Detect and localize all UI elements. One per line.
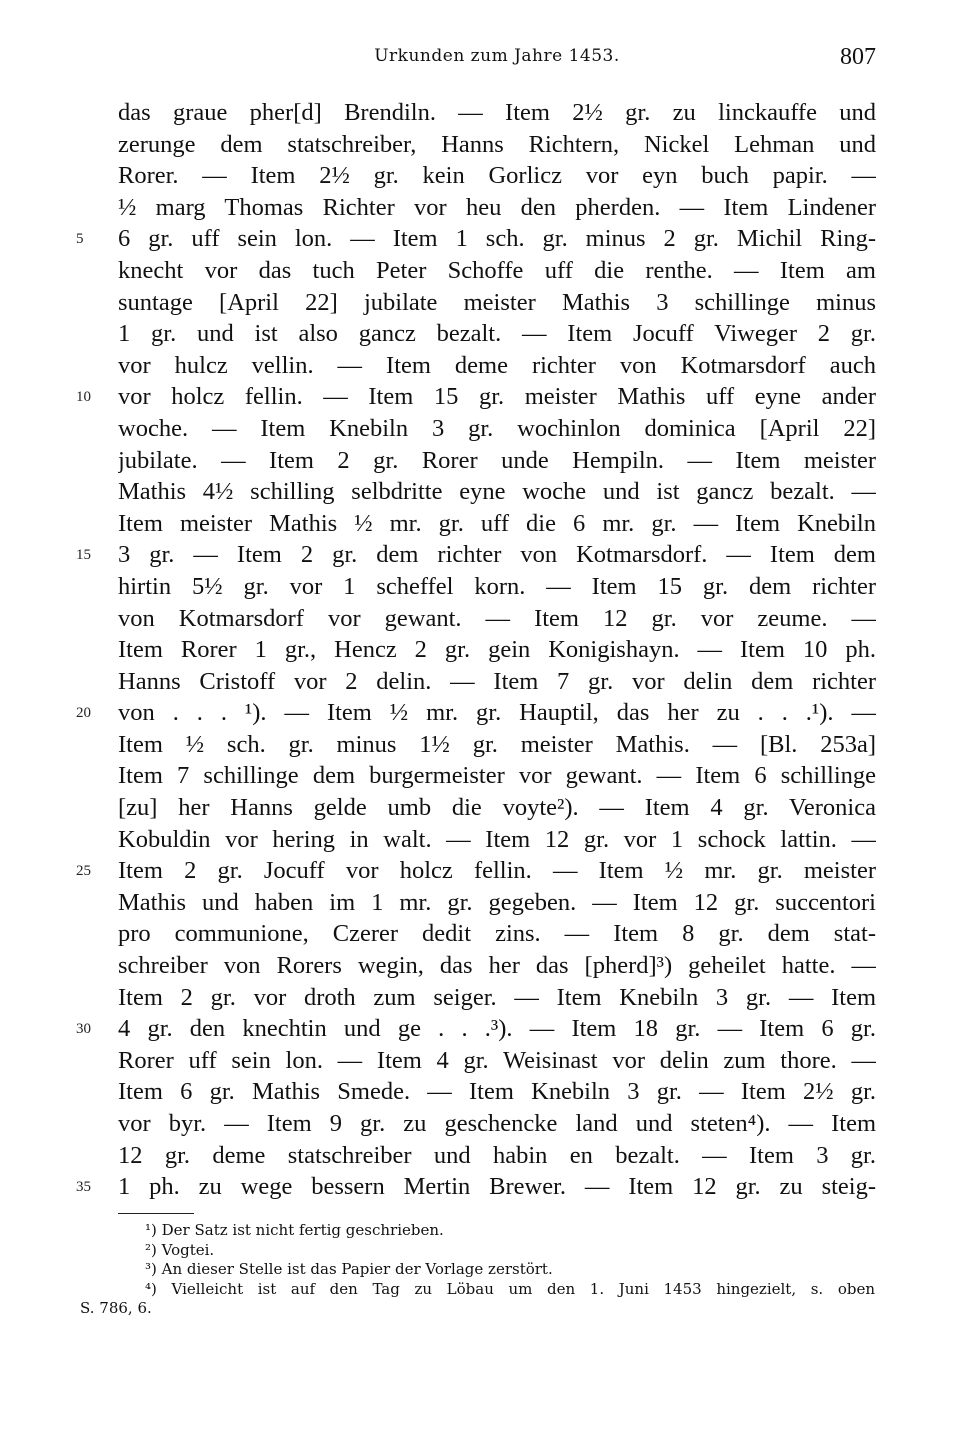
line-text: [zu] her Hanns gelde umb die voyte²). — Item 4 gr. Veronica [118,794,876,822]
footnote: ²) Vogtei. [145,1240,215,1259]
line-text: woche. — Item Knebiln 3 gr. wochinlon dominica [April 22] [118,414,876,442]
text-line [76,1171,876,1203]
line-text: knecht vor das tuch Peter Schoffe uff die renthe. — Item am [118,256,876,284]
text-line [118,508,876,540]
line-text: von Kotmarsdorf vor gewant. — Item 12 gr. vor zeume. — [118,604,876,632]
line-text: schreiber von Rorers wegin, das her das [pherd]³) geheilet hatte. — [118,952,876,980]
text-line [118,887,876,919]
line-number: 5 [76,231,84,248]
footnote-continuation: S. 786, 6. [80,1299,152,1317]
text-line [118,1108,876,1140]
line-text: Item Rorer 1 gr., Hencz 2 gr. gein Konigishayn. — Item 10 ph. [118,636,876,664]
footnotes [145,1221,875,1299]
text-line [76,697,876,729]
line-number: 30 [76,1021,91,1038]
text-line [76,1013,876,1045]
text-line [118,287,876,319]
text-line [118,1140,876,1172]
line-number: 20 [76,705,91,722]
text-line [118,982,876,1014]
text-line [118,1076,876,1108]
text-line [118,97,876,129]
line-text: hirtin 5½ gr. vor 1 scheffel korn. — Item 15 gr. dem richter [118,572,876,600]
text-line [118,129,876,161]
main-text [76,97,876,1203]
text-line [118,413,876,445]
text-line [118,318,876,350]
footnote: ¹) Der Satz ist nicht fertig geschrieben. [145,1221,444,1239]
line-text: zerunge dem statschreiber, Hanns Richtern, Nickel Lehman und [118,130,876,158]
line-text: 3 gr. — Item 2 gr. dem richter von Kotmarsdorf. — Item dem [118,541,876,569]
running-title: Urkunden zum Jahre 1453. [374,46,620,66]
text-line [118,160,876,192]
line-text: ½ marg Thomas Richter vor heu den pherden. — Item Lindener [118,193,876,221]
line-text: Rorer. — Item 2½ gr. kein Gorlicz vor eyn buch papir. — [118,162,876,190]
line-number: 35 [76,1179,91,1196]
line-number: 25 [76,863,91,880]
text-line [118,255,876,287]
text-line [118,634,876,666]
text-line [118,666,876,698]
text-line [118,476,876,508]
line-text: jubilate. — Item 2 gr. Rorer unde Hempiln. — Item meister [118,446,876,474]
page-number: 807 [840,44,876,70]
text-line [118,445,876,477]
text-line [118,350,876,382]
text-line [76,539,876,571]
footnote: ⁴) Vielleicht ist auf den Tag zu Löbau um den 1. Juni 1453 hingezielt, s. oben [145,1279,875,1298]
line-text: vor byr. — Item 9 gr. zu geschencke land und steten⁴). — Item [118,1110,876,1137]
text-line [118,603,876,635]
line-text: Hanns Cristoff vor 2 delin. — Item 7 gr. vor delin dem richter [118,667,876,695]
line-text: Item 7 schillinge dem burgermeister vor gewant. — Item 6 schillinge [118,762,876,790]
line-text: Item 2 gr. Jocuff vor holcz fellin. — Item ½ mr. gr. meister [118,857,876,885]
text-line [118,918,876,950]
text-line [118,729,876,761]
line-text: 1 gr. und ist also gancz bezalt. — Item Jocuff Viweger 2 gr. [118,320,876,348]
line-number: 15 [76,547,91,564]
line-text: 12 gr. deme statschreiber und habin en bezalt. — Item 3 gr. [118,1141,876,1169]
text-line [118,950,876,982]
text-line [76,381,876,413]
text-line [76,855,876,887]
text-line [118,760,876,792]
line-text: vor holcz fellin. — Item 15 gr. meister Mathis uff eyne ander [118,383,876,411]
line-text: Kobuldin vor hering in walt. — Item 12 gr. vor 1 schock lattin. — [118,825,876,853]
line-text: 4 gr. den knechtin und ge . . .³). — Item 18 gr. — Item 6 gr. [118,1015,876,1043]
line-text: vor hulcz vellin. — Item deme richter von Kotmarsdorf auch [118,351,876,379]
line-text: 1 ph. zu wege bessern Mertin Brewer. — Item 12 gr. zu steig- [118,1173,876,1201]
line-text: Rorer uff sein lon. — Item 4 gr. Weisinast vor delin zum thore. — [118,1046,876,1074]
line-text: Item meister Mathis ½ mr. gr. uff die 6 mr. gr. — Item Knebiln [118,509,876,537]
line-text: von . . . ¹). — Item ½ mr. gr. Hauptil, das her zu . . .¹). — [118,699,876,727]
text-line [118,792,876,824]
line-text: Item ½ sch. gr. minus 1½ gr. meister Mathis. — [Bl. 253a] [118,730,876,758]
text-line [118,571,876,603]
text-line [118,824,876,856]
text-line [118,192,876,224]
line-text: Mathis und haben im 1 mr. gr. gegeben. — Item 12 gr. succentori [118,888,876,916]
line-text: pro communione, Czerer dedit zins. — Item 8 gr. dem stat- [118,920,876,948]
line-text: das graue pher[d] Brendiln. — Item 2½ gr. zu linckauffe und [118,99,876,126]
text-line [118,1045,876,1077]
line-text: suntage [April 22] jubilate meister Mathis 3 schillinge minus [118,288,876,316]
line-text: 6 gr. uff sein lon. — Item 1 sch. gr. minus 2 gr. Michil Ring- [118,225,876,253]
footnote: ³) An dieser Stelle ist das Papier der Vorlage zerstört. [145,1260,553,1278]
line-text: Item 2 gr. vor droth zum seiger. — Item Knebiln 3 gr. — Item [118,983,876,1011]
line-text: Item 6 gr. Mathis Smede. — Item Knebiln 3 gr. — Item 2½ gr. [118,1078,876,1106]
running-header [118,44,876,78]
line-text: Mathis 4½ schilling selbdritte eyne woche und ist gancz bezalt. — [118,478,876,506]
footnote-rule [118,1213,194,1214]
text-line [76,223,876,255]
line-number: 10 [76,389,91,406]
